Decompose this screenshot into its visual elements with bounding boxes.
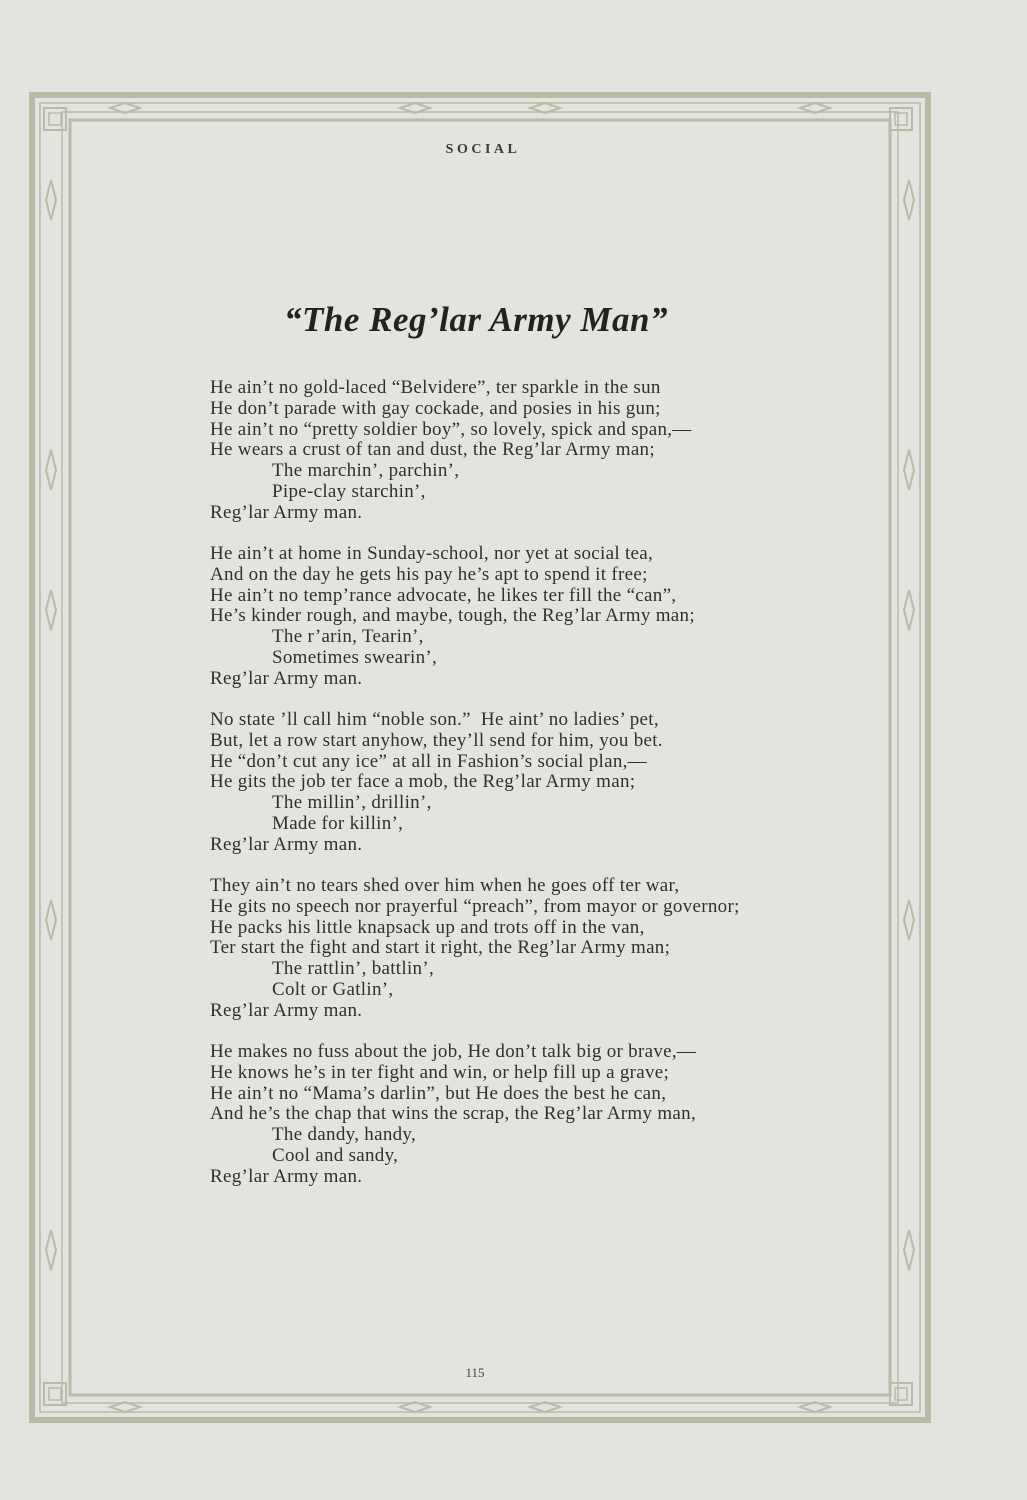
refrain-line: Colt or Gatlin’, [272, 978, 394, 1000]
stanza [210, 544, 850, 689]
stanza [210, 378, 850, 523]
poem-line: But, let a row start anyhow, they’ll send for him, you bet. [210, 729, 663, 751]
closing-line: Reg’lar Army man. [210, 501, 363, 523]
refrain-line: The dandy, handy, [272, 1124, 417, 1145]
poem-line: And on the day he gets his pay he’s apt to spend it free; [210, 563, 648, 585]
refrain-line: The rattlin’, battlin’, [272, 958, 435, 979]
refrain-line: The r’arin, Tearin’, [272, 626, 424, 647]
refrain-line: Cool and sandy, [272, 1144, 399, 1166]
poem-line: No state ’ll call him “noble son.” He aint’ no ladies’ pet, [210, 709, 659, 730]
refrain-line: The marchin’, parchin’, [272, 460, 460, 481]
closing-line: Reg’lar Army man. [210, 999, 363, 1021]
refrain-line: The millin’, drillin’, [272, 792, 432, 813]
stanza [210, 710, 850, 855]
refrain-line: Sometimes swearin’, [272, 646, 438, 668]
poem-line: He ain’t at home in Sunday-school, nor yet at social tea, [210, 543, 654, 564]
poem-line: He wears a crust of tan and dust, the Reg’lar Army man; [210, 439, 655, 461]
stanza [210, 1042, 850, 1187]
page-number: 115 [465, 1365, 485, 1380]
poem-line: He ain’t no “Mama’s darlin”, but He does the best he can, [210, 1082, 667, 1104]
poem-line: He ain’t no “pretty soldier boy”, so lovely, spick and span,— [210, 418, 692, 440]
poem-line: He makes no fuss about the job, He don’t talk big or brave,— [210, 1041, 697, 1062]
poem-line: They ain’t no tears shed over him when he goes off ter war, [210, 875, 680, 896]
poem-line: He’s kinder rough, and maybe, tough, the Reg’lar Army man; [210, 605, 695, 627]
poem-line: He don’t parade with gay cockade, and posies in his gun; [210, 397, 661, 419]
section-header: SOCIAL [445, 142, 521, 157]
refrain-line: Pipe-clay starchin’, [272, 480, 426, 502]
poem-line: Ter start the fight and start it right, the Reg’lar Army man; [210, 937, 671, 959]
poem-title: “The Reg’lar Army Man” [283, 300, 669, 339]
stanza [210, 876, 850, 1021]
poem-line: He ain’t no temp’rance advocate, he likes ter fill the “can”, [210, 584, 677, 606]
poem-body [210, 378, 850, 1208]
poem-line: He knows he’s in ter fight and win, or help fill up a grave; [210, 1061, 670, 1083]
closing-line: Reg’lar Army man. [210, 667, 363, 689]
poem-line: He gits no speech nor prayerful “preach”, from mayor or governor; [210, 895, 740, 917]
closing-line: Reg’lar Army man. [210, 833, 363, 855]
poem-line: He packs his little knapsack up and trots off in the van, [210, 916, 645, 938]
poem-line: He gits the job ter face a mob, the Reg’lar Army man; [210, 771, 636, 793]
poem-line: And he’s the chap that wins the scrap, the Reg’lar Army man, [210, 1103, 697, 1125]
closing-line: Reg’lar Army man. [210, 1165, 363, 1187]
refrain-line: Made for killin’, [272, 812, 404, 834]
poem-line: He “don’t cut any ice” at all in Fashion’s social plan,— [210, 750, 647, 772]
poem-line: He ain’t no gold-laced “Belvidere”, ter sparkle in the sun [210, 377, 661, 398]
